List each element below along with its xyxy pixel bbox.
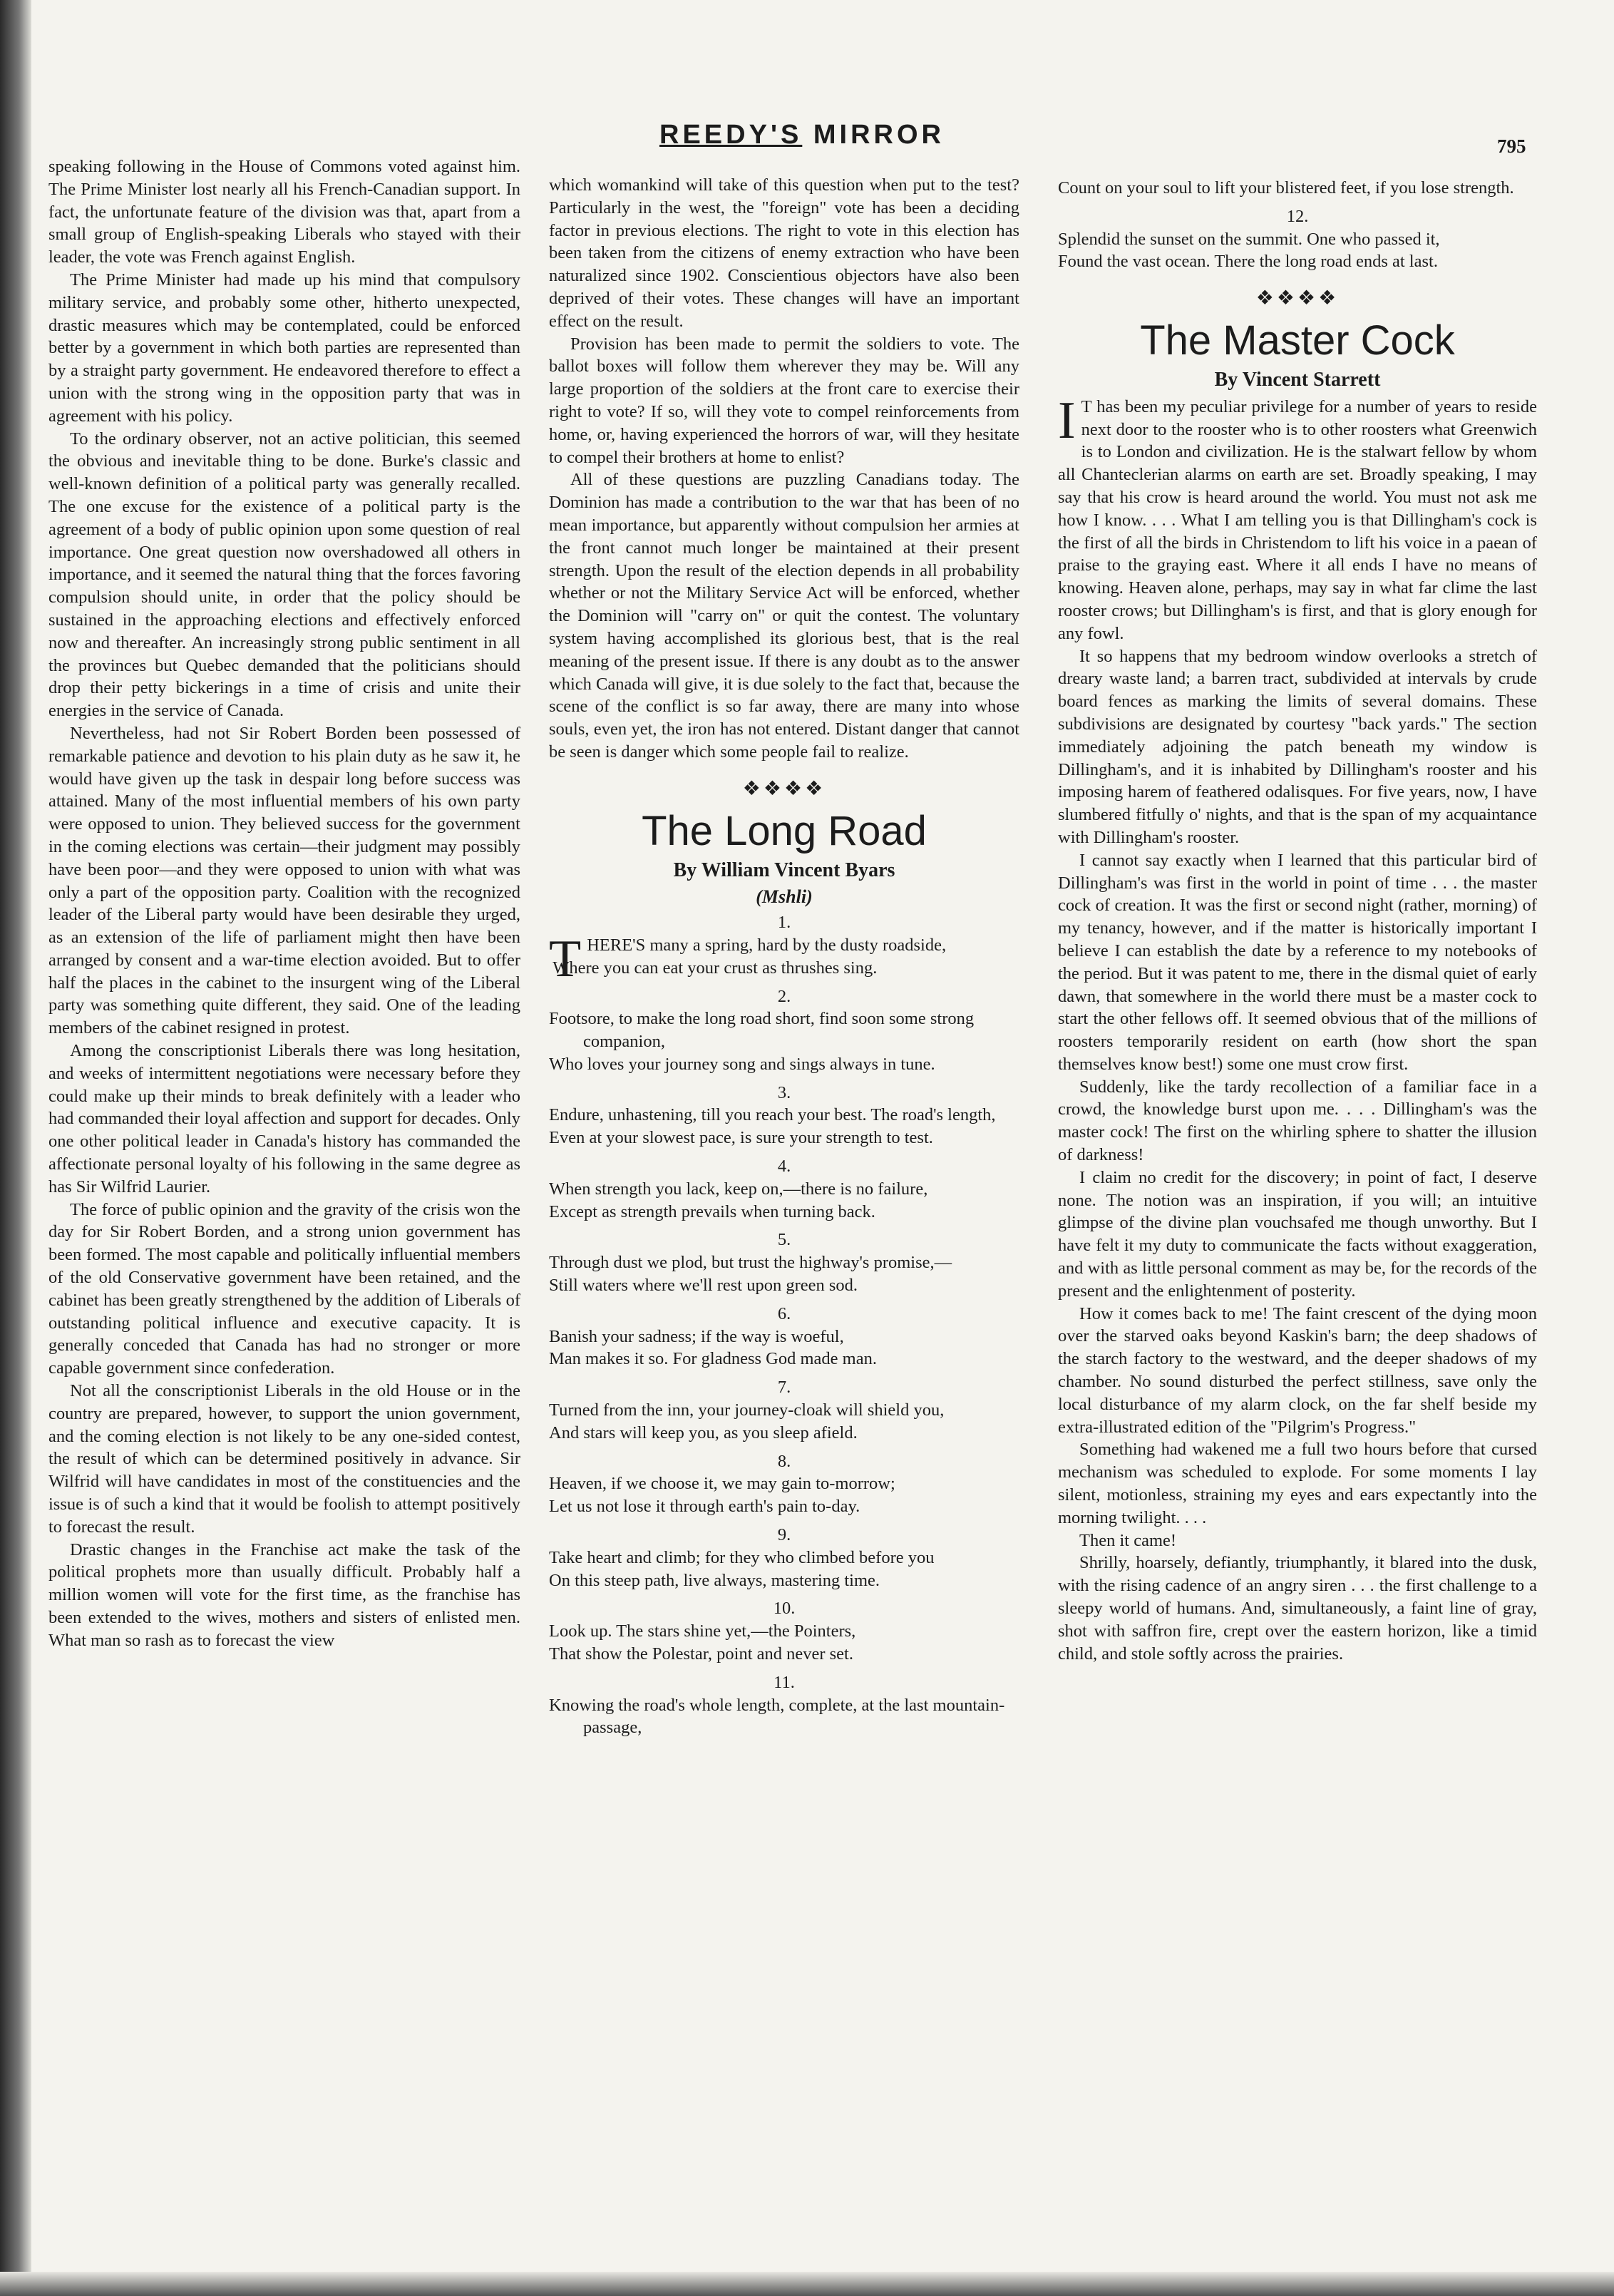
stanza-number: 4.: [777, 1157, 791, 1177]
poem-ending: [1058, 177, 1537, 273]
poem-line-text: Look up. The stars shine yet,—the Pointers,: [549, 1621, 856, 1641]
poem-byline: By William Vincent Byars: [673, 859, 895, 881]
story-paragraph: I cannot say exactly when I learned that this particular bird of Dillingham's was first in the world in point of time . . . the master cock of creation. It was the first or second night (rather, morning) of my tenancy, however, and if the matter is historically important I believe I can establish the date by a reference to my notebooks of the period. But it was patent to me, there in the dismal quiet of early dawn, that somewhere in the world there must be a master cock to start the other fellows off. It seemed obvious that of the millions of roosters temporarily resident on earth (how short the span themselves know best!) some one must crow first.: [1058, 850, 1537, 1074]
poem-stanza: [1058, 177, 1537, 200]
poem-line-text: Take heart and climb; for they who climbed before you: [549, 1547, 935, 1567]
poem-line-text: HERE'S many a spring, hard by the dusty roadside,: [587, 935, 947, 955]
poem-stanza: [549, 1155, 1019, 1223]
poem-title: The Long Road: [642, 807, 927, 854]
poem-line-text: On this steep path, live always, mastering time.: [549, 1570, 880, 1590]
poem-line: [549, 1643, 1019, 1666]
article-paragraph: The Prime Minister had made up his mind that compulsory military service, and probably some other, hitherto unexpected, drastic measures which may be contemplated, could be enforced better by a government in which both parties are represented than by a straight party government. He endeavored therefore to effect a union with the strong wing in the opposition party that was in agreement with his policy.: [48, 270, 520, 426]
poem-line: [549, 1348, 1019, 1370]
section-separator: ❖❖❖❖: [1255, 287, 1340, 310]
column-middle: [549, 174, 1019, 1745]
poem-line-text: Banish your sadness; if the way is woeful,: [549, 1326, 844, 1346]
section-separator: ❖❖❖❖: [742, 777, 826, 800]
stanza-number: 7.: [777, 1378, 791, 1398]
poem-line-text: Splendid the sunset on the summit. One who passed it,: [1058, 229, 1440, 249]
poem-line: [549, 1053, 1019, 1076]
poem-line: [549, 1274, 1019, 1297]
poem-stanza: [549, 985, 1019, 1076]
poem-line: [549, 1326, 1019, 1348]
story-paragraph: I claim no credit for the discovery; in point of fact, I deserve none. The notion was an inspiration, if you will; an intuitive glimpse of the divine plan vouchsafed me though unworthy. But I have felt it my duty to communicate the facts without exaggeration, and with as little personal comment as may be, for the records of the present and the enlightenment of posterity.: [1058, 1167, 1537, 1301]
poem-stanza: [549, 1376, 1019, 1444]
poem-line-text: Knowing the road's whole length, complete, at the last mountain-passage,: [549, 1695, 1005, 1738]
poem-line-text: Except as strength prevails when turning back.: [549, 1201, 875, 1221]
article-paragraph: Provision has been made to permit the soldiers to vote. The ballot boxes will follow them wherever they may be. Will any large proportion of the soldiers at the front care to exercise their right to vote? If so, will they vote to compel reinforcements from home, or, having experienced the horrors of war, will they hesitate to compel their brothers at home to enlist?: [549, 334, 1019, 467]
poem-line-text: Footsore, to make the long road short, find soon some strong companion,: [549, 1009, 975, 1052]
story-first-paragraph: [1058, 391, 1537, 645]
poem-line: [549, 1104, 1019, 1127]
poem-line: [549, 1127, 1019, 1149]
poem-line: [549, 1201, 1019, 1224]
story-byline: By Vincent Starrett: [1214, 368, 1381, 391]
poem-line-text: And stars will keep you, as you sleep afield.: [549, 1423, 858, 1442]
page-number: 795: [1497, 135, 1526, 157]
story-paragraph: Then it came!: [1079, 1530, 1177, 1550]
stanza-number: 10.: [773, 1599, 796, 1619]
poem-subtitle: (Mshli): [756, 886, 813, 908]
masthead: [638, 120, 966, 150]
masthead-reedys: REEDY'S: [659, 120, 803, 150]
poem-body: [549, 911, 1019, 1739]
poem-line-text: Found the vast ocean. There the long road ends at last.: [1058, 252, 1438, 272]
story-paragraph: Shrilly, hoarsely, defiantly, triumphantly, it blared into the dusk, with the rising cadence of an angry siren . . . the first challenge to a sleepy world of humans. And, simultaneously, a faint line of gray, shot with saffron fire, crept over the eastern horizon, like a timid child, and stole softly across the prairies.: [1058, 1553, 1537, 1664]
story-paragraph: Suddenly, like the tardy recollection of a familiar face in a crowd, the knowledge burst upon me. . . . Dillingham's was the master cock! The first on the whirling sphere to shatter the illusion of darkness!: [1058, 1077, 1537, 1165]
poem-stanza: [549, 1229, 1019, 1296]
drop-cap: T: [549, 929, 582, 988]
stanza-number: 6.: [777, 1303, 791, 1323]
poem-line: [549, 1694, 1019, 1740]
poem-line: [549, 1008, 1019, 1053]
stanza-number: 9.: [777, 1525, 791, 1545]
poem-line: [549, 1422, 1019, 1445]
poem-line-text: Through dust we plod, but trust the highway's promise,—: [549, 1253, 952, 1273]
poem-line-text: Who loves your journey song and sings always in tune.: [549, 1054, 935, 1074]
article-paragraph: Nevertheless, had not Sir Robert Borden been possessed of remarkable patience and devotion to his plain duty as he saw it, he would have given up the task in despair long before success was attained. Many of the most influential members of his own party were opposed to union. They believed success for the government in the coming elections was certain—their judgment may possibly have been poor—and they were opposed to union with what was only a part of the opposition party. Coalition with the recognized leader of the Liberal party would have been desirable they urged, as an extension of the life of parliament might then have been arranged by consent and a war-time election avoided. But to offer half the places in the cabinet to the insurgent wing of the Liberal party was something quite different, they said. One of the leading members of the cabinet resigned in protest.: [48, 723, 520, 1038]
article-paragraph: speaking following in the House of Commons voted against him. The Prime Minister lost nearly all his French-Canadian support. In fact, the unfortunate feature of the division was that, apart from a small group of English-speaking Liberals who stayed with their leader, the vote was French against English.: [48, 157, 520, 267]
story-title: The Master Cock: [1140, 317, 1455, 364]
column-left: [48, 155, 520, 1652]
poem-line: [549, 1251, 1019, 1274]
poem-line-text: Even at your slowest pace, is sure your strength to test.: [549, 1128, 933, 1148]
poem-line-text: Man makes it so. For gladness God made man.: [549, 1349, 877, 1369]
poem-line: [549, 1399, 1019, 1422]
poem-stanza: [549, 1082, 1019, 1149]
poem-line-text: Let us not lose it through earth's pain to-day.: [549, 1497, 860, 1517]
poem-line: [549, 1547, 1019, 1569]
story-paragraph: It so happens that my bedroom window overlooks a stretch of dreary waste land; a barren tract, subdivided at intervals by crude board fences as marking the limits of several domains. These subdivisions are designated by courtesy "back yards." The section immediately adjoining the patch beneath my window is Dillingham's, and it is inhabited by Dillingham's rooster and his imposing harem of feathered odalisques. For five years, now, I have slumbered fitfully o' nights, and that is the span of my acquaintance with Dillingham's rooster.: [1058, 646, 1537, 847]
poem-line: [1058, 228, 1537, 251]
page-bottom-shadow: [0, 2272, 1614, 2296]
stanza-number: 5.: [777, 1230, 791, 1250]
poem-stanza: [549, 1450, 1019, 1518]
column-right: [1058, 177, 1537, 1665]
page-binding-shadow: [0, 0, 31, 2296]
article-paragraph: Not all the conscriptionist Liberals in the old House or in the country are prepared, however, to support the union government, and the coming election is not likely to be any one-sided contest, the result of which can be determined positively in advance. Sir Wilfrid will have candidates in most of the constituencies and the issue is of such a kind that it would be foolish to attempt positively to forecast the result.: [48, 1381, 520, 1537]
poem-line: [549, 1178, 1019, 1201]
poem-line: [549, 957, 1019, 980]
poem-stanza: [1058, 205, 1537, 273]
poem-line-text: Turned from the inn, your journey-cloak will shield you,: [549, 1400, 945, 1420]
stanza-number: 12.: [1286, 206, 1309, 226]
article-paragraph: To the ordinary observer, not an active politician, this seemed the obvious and inevitable thing to be done. Burke's classic and well-known definition of a political party was generally recalled. The one excuse for the existence of a political party is the agreement of a body of public opinion upon some question of real importance. One great question now overshadowed all others in importance, and it seemed the natural thing that the forces favoring compulsion should unite, in order that the policy should be sustained in the approaching elections and effectively enforced now and thereafter. An increasingly strong public sentiment in all the provinces but Quebec demanded that the politicians should drop their petty bickerings in a time of crisis and unite their energies in the service of Canada.: [48, 429, 520, 721]
poem-stanza: [549, 1597, 1019, 1665]
poem-line: [549, 1495, 1019, 1518]
poem-line: [1058, 177, 1537, 200]
stanza-number: 3.: [777, 1082, 791, 1102]
poem-line: [549, 1472, 1019, 1495]
story-paragraph: How it comes back to me! The faint crescent of the dying moon over the starved oaks beyond Kaskin's barn; the deep shadows of the starch factory to the westward, and the deeper shadows of my chamber. No sound disturbed the perfect stillness, save only the local disturbance of my alarm clock, on the far shelf beside my extra-illustrated edition of the "Pilgrim's Progress.": [1058, 1303, 1537, 1437]
article-paragraph: The force of public opinion and the gravity of the crisis won the day for Sir Robert Borden, and a strong union government has been formed. The most capable and politically influential members of the old Conservative government have been retained, and the cabinet has been greatly strengthened by the addition of Liberals of outstanding political influence and executive capacity. It is generally conceded that Canada has had no stronger or more capable government since confederation.: [48, 1199, 520, 1378]
poem-line-text: That show the Polestar, point and never set.: [549, 1644, 853, 1664]
poem-stanza: [549, 1671, 1019, 1739]
poem-line-text: Still waters where we'll rest upon green sod.: [549, 1276, 858, 1296]
story-paragraph: Something had wakened me a full two hours before that cursed mechanism was scheduled to explode. For some moments I lay silent, motionless, straining my eyes and ears expectantly into the morning twilight. . . .: [1058, 1440, 1537, 1527]
poem-line: [549, 1620, 1019, 1643]
poem-stanza: [549, 1303, 1019, 1370]
poem-line: [549, 1569, 1019, 1592]
stanza-number: 1.: [777, 913, 791, 933]
poem-stanza: [549, 911, 1019, 988]
poem-line-text: When strength you lack, keep on,—there is no failure,: [549, 1179, 928, 1199]
story-text: T has been my peculiar privilege for a number of years to reside next door to the rooster who is to other roosters what Greenwich is to London and civilization. He is the stalwart fellow by whom all Chanteclerian alarms on earth are set. Broadly speaking, I may say that his crow is heard around the world. You must not ask me how I know. . . . What I am telling you is that Dillingham's cock is the first of all the birds in Christendom to lift his voice in a paean of praise to the graying east. Where it all ends I have no means of knowing. Heaven alone, perhaps, may say in what far clime the last rooster crows; but Dillingham's is first, and that is glory enough for any fowl.: [1058, 396, 1537, 643]
poem-line-text: Count on your soul to lift your blistered feet, if you lose strength.: [1058, 178, 1514, 198]
poem-line-text: Where you can eat your crust as thrushes sing.: [552, 958, 878, 978]
poem-stanza: [549, 1524, 1019, 1592]
article-paragraph: Among the conscriptionist Liberals there was long hesitation, and weeks of intermittent negotiations were necessary before they could make up their minds to break definitely with a leader who had commanded their loyal affection and support for decades. Only one other political leader in Canada's history has commanded the affectionate personal loyalty of his following in the same degree as has Sir Wilfrid Laurier.: [48, 1041, 520, 1196]
article-paragraph: All of these questions are puzzling Canadians today. The Dominion has made a contribution to the war that has been of no mean importance, but apparently without compulsion her armies at the front cannot much longer be maintained at their present strength. Upon the result of the election depends in all probability whether or not the Military Service Act will be enforced, whether the Dominion will "carry on" or quit the contest. The voluntary system having accomplished its glorious best, that is the real meaning of the present issue. If there is any doubt as to the answer which Canada will give, it is due solely to the fact that, because the scene of the conflict is so far away, there are many into whose souls, even yet, the iron has not entered. Distant danger that cannot be seen is danger which some people fail to realize.: [549, 470, 1019, 762]
masthead-mirror: MIRROR: [802, 120, 945, 150]
stanza-number: 8.: [777, 1451, 791, 1471]
drop-cap: I: [1058, 391, 1076, 450]
stanza-number: 11.: [773, 1672, 795, 1692]
article-paragraph: Drastic changes in the Franchise act make the task of the political prophets more than usually difficult. Probably half a million women will vote for the first time, as the franchise has been extended to the wives, mothers and sisters of enlisted men. What man so rash as to forecast the view: [48, 1539, 520, 1650]
article-paragraph: which womankind will take of this question when put to the test? Particularly in the west, the "foreign" vote has been a deciding factor in previous elections. The right to vote in this election has been taken from the citizens of enemy extraction who have been naturalized since 1902. Conscientious objectors have also been deprived of their votes. These changes will have an important effect on the result.: [549, 175, 1019, 331]
poem-line-text: Endure, unhastening, till you reach your best. The road's length,: [549, 1105, 996, 1125]
stanza-number: 2.: [777, 986, 791, 1006]
poem-line-text: Heaven, if we choose it, we may gain to-morrow;: [549, 1474, 895, 1494]
poem-line: [1058, 250, 1537, 273]
